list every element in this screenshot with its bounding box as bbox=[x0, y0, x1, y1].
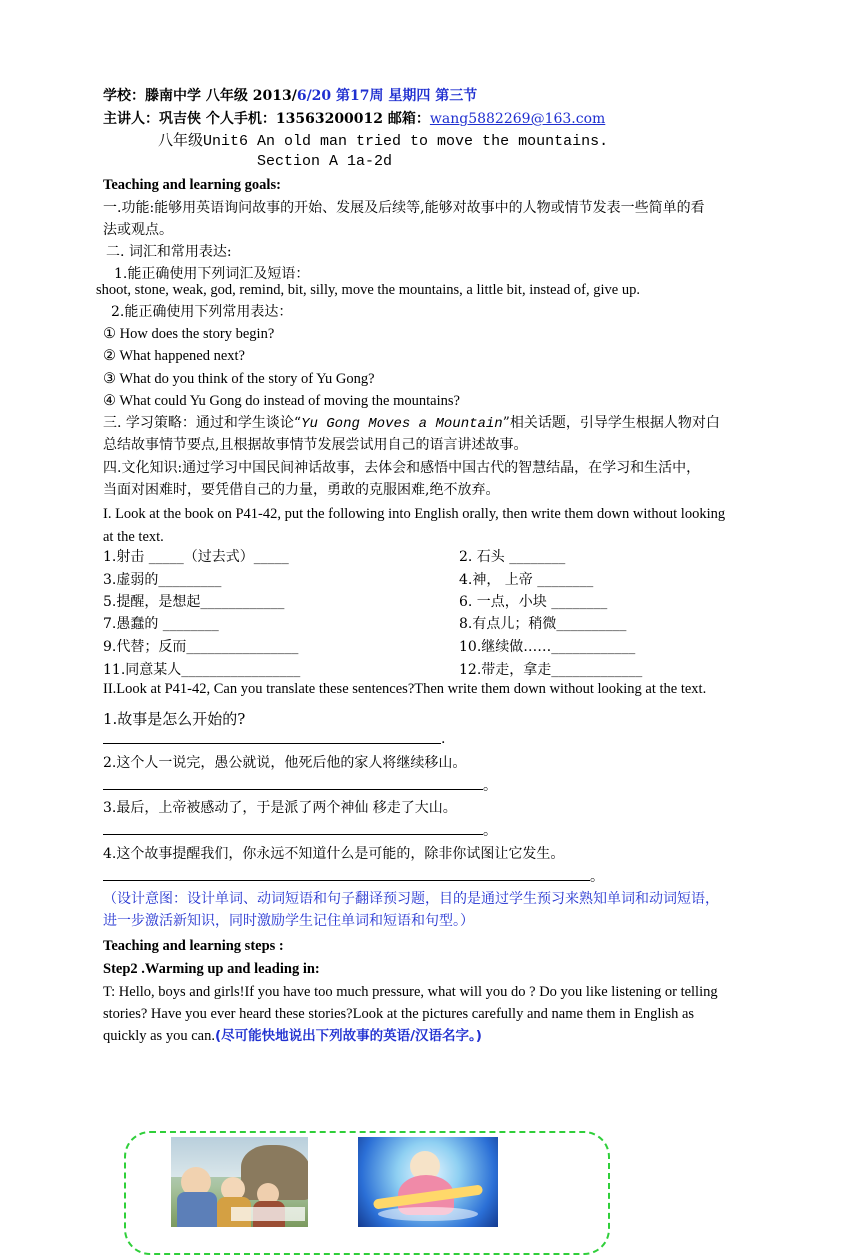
teacher-line3-note: (尽可能快地说出下列故事的英语/汉语名字。) bbox=[214, 1028, 482, 1044]
goal-function-line2: 法或观点。 bbox=[103, 222, 173, 238]
section-title: Section A 1a-2d bbox=[257, 153, 393, 170]
vocab-item-10: 10.继续做……____________ bbox=[459, 639, 636, 655]
vocab-item-2: 2. 石头 ________ bbox=[459, 549, 566, 565]
vocab-item-12: 12.带走，拿走_____________ bbox=[459, 662, 643, 678]
email-link[interactable]: wang5882269@163.com bbox=[429, 111, 606, 127]
design-intent-line1: （设计意图：设计单词、动词短语和句子翻译预习题，目的是通过学生预习来熟知单词和动词短语， bbox=[103, 891, 719, 907]
translate-q3: 3.最后，上帝被感动了，于是派了两个神仙 移走了大山。 bbox=[103, 800, 457, 816]
task1-instruction-line1: I. Look at the book on P41-42, put the following into English orally, then write them down without looking bbox=[103, 506, 726, 522]
goal-function-line1: 一.功能:能够用英语询问故事的开始、发展及后续等,能够对故事中的人物或情节发表一些简单的看 bbox=[103, 200, 705, 216]
vocab-item-6: 6. 一点，小块 ________ bbox=[459, 594, 608, 610]
strategy-story-title: Yu Gong Moves a Mountain bbox=[301, 416, 503, 432]
translate-q4: 4.这个故事提醒我们，你永远不知道什么是可能的，除非你试图让它发生。 bbox=[103, 846, 565, 862]
answer-end-1: . bbox=[441, 731, 446, 747]
answer-line-4[interactable] bbox=[103, 880, 590, 881]
date-period: 6/20 第17周 星期四 第三节 bbox=[296, 88, 478, 104]
design-intent-line2: 进一步激活新知识，同时激励学生记住单词和短语和句型。） bbox=[103, 913, 474, 929]
goal-strategy-line2: 总结故事情节要点,且根据故事情节发展尝试用自己的语言讲述故事。 bbox=[103, 437, 528, 453]
goal-culture-line2: 当面对困难时，要凭借自己的力量，勇敢的克服困难,绝不放弃。 bbox=[103, 482, 500, 498]
strategy-text-a: 三. 学习策略：通过和学生谈论“ bbox=[103, 415, 302, 431]
vocab-item-1: 1.射击 _____（过去式）_____ bbox=[103, 549, 289, 565]
goal-strategy-line1 bbox=[103, 414, 720, 433]
answer-end-2: 。 bbox=[483, 778, 497, 794]
vocab-item-7: 7.愚蠢的 ________ bbox=[103, 616, 219, 632]
strategy-text-c: ”相关话题，引导学生根据人物对白 bbox=[502, 415, 720, 431]
teacher-line2: stories? Have you ever heard these stories?Look at the pictures carefully and name them in English as bbox=[103, 1006, 695, 1022]
translate-q2: 2.这个人一说完，愚公就说，他死后他的家人将继续移山。 bbox=[103, 755, 467, 771]
goal-vocab-heading: 二. 词汇和常用表达: bbox=[106, 244, 232, 260]
expression-3: ③ What do you think of the story of Yu Gong? bbox=[103, 371, 375, 387]
goal-vocab-sub1: 1.能正确使用下列词汇及短语： bbox=[114, 266, 310, 282]
speaker-line bbox=[103, 110, 605, 128]
vocab-list: shoot, stone, weak, god, remind, bit, silly, move the mountains, a little bit, instead of, give up. bbox=[96, 282, 640, 298]
expression-4: ④ What could Yu Gong do instead of moving the mountains? bbox=[103, 393, 460, 409]
task2-instruction: II.Look at P41-42, Can you translate these sentences?Then write them down without looking at the text. bbox=[103, 681, 707, 697]
title-grade: 八年级 bbox=[158, 131, 204, 149]
step2-heading: Step2 .Warming up and leading in: bbox=[103, 961, 320, 977]
answer-line-2[interactable] bbox=[103, 789, 483, 790]
page-title bbox=[158, 131, 608, 151]
expression-1: ① How does the story begin? bbox=[103, 326, 275, 342]
task1-instruction-line2: at the text. bbox=[103, 529, 164, 545]
speaker-info: 主讲人：巩吉侠 个人手机：13563200012 邮箱： bbox=[103, 111, 430, 127]
change-moon-picture bbox=[358, 1137, 498, 1227]
yugong-story-picture bbox=[171, 1137, 308, 1227]
vocab-item-8: 8.有点儿；稍微__________ bbox=[459, 616, 627, 632]
vocab-item-9: 9.代替；反而________________ bbox=[103, 639, 299, 655]
answer-end-3: 。 bbox=[483, 823, 497, 839]
teacher-line3-text: quickly as you can. bbox=[103, 1028, 215, 1044]
vocab-item-11: 11.同意某人_________________ bbox=[103, 662, 301, 678]
goal-vocab-sub2: 2.能正确使用下列常用表达： bbox=[111, 304, 293, 320]
answer-line-1[interactable] bbox=[103, 743, 441, 744]
translate-q1: 1.故事是怎么开始的? bbox=[103, 710, 246, 728]
vocab-item-4: 4.神， 上帝 ________ bbox=[459, 572, 594, 588]
goals-heading: Teaching and learning goals: bbox=[103, 177, 281, 193]
school-info: 学校：滕南中学 八年级 2013/ bbox=[103, 88, 297, 104]
answer-line-3[interactable] bbox=[103, 834, 483, 835]
steps-heading: Teaching and learning steps : bbox=[103, 938, 284, 954]
teacher-line1: T: Hello, boys and girls!If you have too much pressure, what will you do ? Do you like listening or telling bbox=[103, 984, 718, 1000]
goal-culture-line1: 四.文化知识:通过学习中国民间神话故事，去体会和感悟中国古代的智慧结晶，在学习和生活中， bbox=[103, 460, 701, 476]
teacher-line3 bbox=[103, 1027, 482, 1045]
answer-end-4: 。 bbox=[590, 869, 604, 885]
school-line bbox=[103, 87, 477, 105]
title-unit: Unit6 An old man tried to move the mountains. bbox=[203, 133, 609, 150]
expression-2: ② What happened next? bbox=[103, 348, 245, 364]
vocab-item-5: 5.提醒，是想起____________ bbox=[103, 594, 285, 610]
vocab-item-3: 3.虚弱的_________ bbox=[103, 572, 222, 588]
